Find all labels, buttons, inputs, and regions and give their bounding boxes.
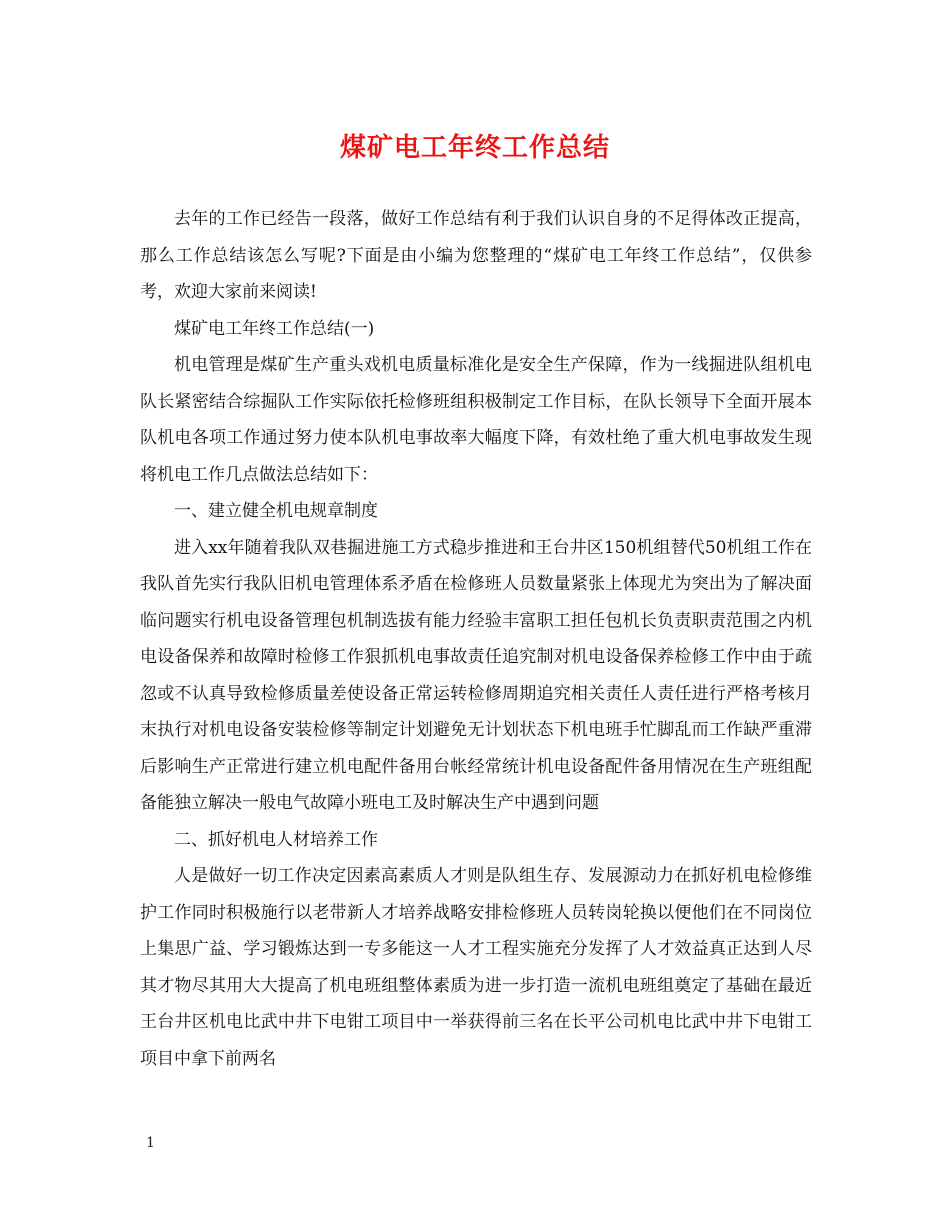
paragraph-overview: 机电管理是煤矿生产重头戏机电质量标准化是安全生产保障，作为一线掘进队组机电队长紧密结合综掘队工作实际依托检修班组积极制定工作目标，在队长领导下全面开展本队机电各项工作通过努力使本队机电事故率大幅度下降，有效杜绝了重大机电事故发生现将机电工作几点做法总结如下： — [140, 355, 812, 485]
document-title: 煤矿电工年终工作总结 — [339, 133, 610, 163]
paragraph-training: 人是做好一切工作决定因素高素质人才则是队组生存、发展源动力在抓好机电检修维护工作同时积极施行以老带新人才培养战略安排检修班人员转岗轮换以便他们在不同岗位上集思广益、学习锻炼达到一专多能这一人才工程实施充分发挥了人才效益真正达到人尽其才物尽其用大大提高了机电班组整体素质为进一步打造一流机电班组奠定了基础在最近王台井区机电比武中井下电钳工项目中一举获得前三名在长平公司机电比武中井下电钳工项目中拿下前两名 — [140, 866, 812, 1069]
section-heading-training: 二、抓好机电人材培养工作 — [174, 829, 378, 850]
section-heading-rules: 一、建立健全机电规章制度 — [174, 501, 378, 521]
page-number: 1 — [146, 1135, 155, 1151]
paragraph-rules: 进入xx年随着我队双巷掘进施工方式稳步推进和王台井区150机组替代50机组工作在我队首先实行我队旧机电管理体系矛盾在检修班人员数量紧张上体现尤为突出为了解决面临问题实行机电设备管理包机制选拔有能力经验丰富职工担任包机长负责职责范围之内机电设备保养和故障时检修工作狠抓机电事故责任追究制对机电设备保养检修工作中由于疏忽或不认真导致检修质量差使设备正常运转检修周期追究相关责任人责任进行严格考核月末执行对机电设备安装检修等制定计划避免无计划状态下机电班手忙脚乱而工作缺严重滞后影响生产正常进行建立机电配件备用台帐经常统计机电设备配件备用情况在生产班组配备能独立解决一般电气故障小班电工及时解决生产中遇到问题 — [140, 537, 812, 813]
document-body — [140, 201, 812, 1077]
paragraph-intro: 去年的工作已经告一段落，做好工作总结有利于我们认识自身的不足得体改正提高，那么工作总结该怎么写呢?下面是由小编为您整理的“煤矿电工年终工作总结”，仅供参考，欢迎大家前来阅读! — [140, 209, 812, 302]
section-heading-part-one: 煤矿电工年终工作总结(一) — [174, 318, 375, 339]
